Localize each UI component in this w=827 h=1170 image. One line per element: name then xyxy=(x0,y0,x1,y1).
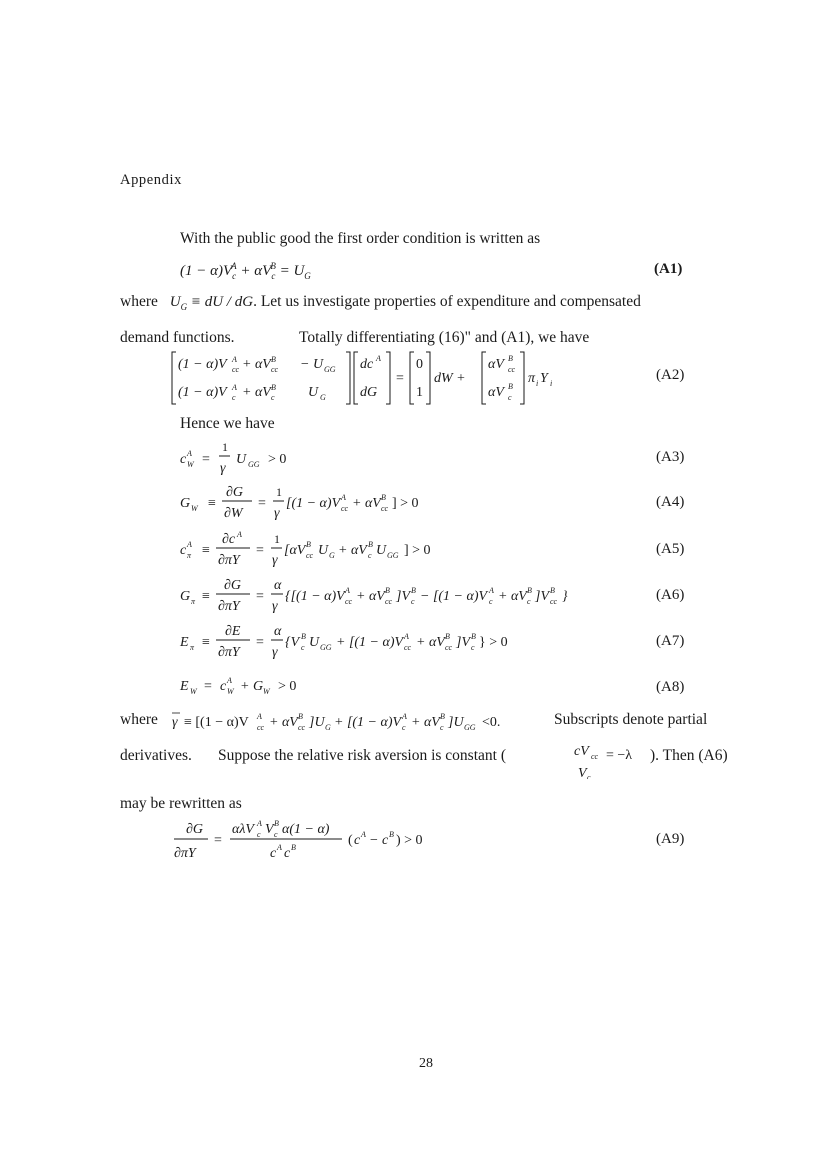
svg-text:∂c: ∂c xyxy=(222,532,236,547)
equation-label-a3: (A3) xyxy=(656,449,685,465)
svg-text:G: G xyxy=(320,393,326,402)
svg-text:V: V xyxy=(265,822,274,837)
svg-text:[αV: [αV xyxy=(284,543,306,558)
svg-text:+ αV: + αV xyxy=(411,715,440,730)
svg-text:π: π xyxy=(528,371,536,386)
svg-text:+ αV: + αV xyxy=(356,589,385,604)
svg-text:γ: γ xyxy=(272,553,278,568)
svg-text:B: B xyxy=(368,540,373,549)
svg-text:c: c xyxy=(508,393,512,402)
svg-text:1: 1 xyxy=(222,440,228,454)
subscripts-text: Subscripts denote partial xyxy=(554,711,708,728)
svg-text:> 0: > 0 xyxy=(278,679,297,694)
svg-text:+ [(1 − α)V: + [(1 − α)V xyxy=(334,715,402,730)
svg-text:A: A xyxy=(361,830,366,839)
equation-label-a6: (A6) xyxy=(656,587,685,603)
svg-text:γ: γ xyxy=(272,599,278,614)
svg-text:+ αV: + αV xyxy=(242,385,271,400)
svg-text:U: U xyxy=(376,543,387,558)
ug-definition: $U_G$ ≡ dU / dG xyxy=(169,294,254,312)
svg-text:α: α xyxy=(274,624,282,639)
svg-text:U: U xyxy=(309,635,320,650)
svg-text:c: c xyxy=(368,551,372,560)
svg-text:cc: cc xyxy=(404,643,412,652)
svg-text:G: G xyxy=(180,589,191,604)
where-line-1 xyxy=(120,293,740,312)
svg-text:π: π xyxy=(191,597,196,606)
svg-text:A: A xyxy=(232,383,237,392)
svg-text:B: B xyxy=(291,843,296,852)
svg-text:αλV: αλV xyxy=(232,822,254,837)
svg-text:B: B xyxy=(411,586,416,595)
svg-text:∂W: ∂W xyxy=(224,506,243,521)
svg-text:+ αV: + αV xyxy=(242,357,271,372)
svg-text:cc: cc xyxy=(341,504,349,513)
svg-text:]V: ]V xyxy=(456,635,470,650)
svg-text:α(1 − α): α(1 − α) xyxy=(282,822,330,837)
svg-text:B: B xyxy=(298,712,303,721)
svg-text:W: W xyxy=(187,460,194,469)
svg-text:B: B xyxy=(271,383,276,392)
svg-text:dc: dc xyxy=(360,357,374,372)
svg-text:≡: ≡ xyxy=(202,589,210,604)
equation-a3 xyxy=(178,436,378,480)
where-word: where xyxy=(120,293,158,310)
equation-label-a4: (A4) xyxy=(656,494,685,510)
svg-text:B: B xyxy=(508,354,513,363)
svg-text:B: B xyxy=(389,830,394,839)
svg-text:} > 0: } > 0 xyxy=(479,635,508,650)
svg-text:cc: cc xyxy=(445,643,453,652)
svg-text:+ αV: + αV xyxy=(338,543,367,558)
equation-label-a5: (A5) xyxy=(656,541,685,557)
svg-text:=: = xyxy=(202,452,210,467)
svg-text:cc: cc xyxy=(385,597,393,606)
svg-text:GG: GG xyxy=(387,551,399,560)
then-a6-text: ). Then (A6) xyxy=(650,747,728,764)
equation-label-a8: (A8) xyxy=(656,679,685,695)
equation-label-a7: (A7) xyxy=(656,633,685,649)
svg-text:U: U xyxy=(318,543,329,558)
svg-text:B: B xyxy=(550,586,555,595)
svg-text:c: c xyxy=(402,723,406,732)
svg-text:∂πY: ∂πY xyxy=(218,645,240,660)
where-word-2: where xyxy=(120,711,158,728)
relative-risk-text: Suppose the relative risk aversion is constant ( xyxy=(218,747,506,764)
equation-a1: $(1 - \alpha)V_c^A + \alpha V_c^B = U_G$ xyxy=(180,261,311,281)
equation-a9 xyxy=(170,815,470,867)
svg-text:1: 1 xyxy=(274,532,280,546)
svg-text:] > 0: ] > 0 xyxy=(404,543,431,558)
demand-functions-text: demand functions. xyxy=(120,329,235,346)
svg-text:=: = xyxy=(396,371,404,386)
svg-text:B: B xyxy=(271,355,276,364)
svg-text:=: = xyxy=(256,589,264,604)
svg-text:A: A xyxy=(257,819,262,828)
svg-text:= −λ: = −λ xyxy=(606,748,633,763)
svg-text:A: A xyxy=(341,493,346,502)
svg-text:+ αV: + αV xyxy=(498,589,527,604)
svg-text:∂πY: ∂πY xyxy=(218,599,240,614)
svg-text:αV: αV xyxy=(488,357,504,372)
svg-text:B: B xyxy=(381,493,386,502)
svg-text:i: i xyxy=(550,379,553,388)
where-continuation: . Let us investigate properties of expenditure and compensated xyxy=(253,293,641,310)
svg-text:B: B xyxy=(385,586,390,595)
svg-text:A: A xyxy=(489,586,494,595)
svg-text:∂G: ∂G xyxy=(224,578,242,593)
svg-text:cc: cc xyxy=(591,752,599,761)
svg-text:) > 0: ) > 0 xyxy=(396,833,423,848)
equation-a8 xyxy=(178,670,378,700)
svg-text:U: U xyxy=(236,452,247,467)
equation-label-a1: (A1) xyxy=(654,261,683,277)
equation-a7 xyxy=(178,618,618,666)
svg-text:B: B xyxy=(274,819,279,828)
svg-text:> 0: > 0 xyxy=(268,452,287,467)
svg-text:γ: γ xyxy=(274,506,280,521)
svg-text:{V: {V xyxy=(285,635,300,650)
svg-text:c: c xyxy=(180,543,187,558)
svg-text:π: π xyxy=(187,551,192,560)
svg-text:GG: GG xyxy=(248,460,260,469)
svg-text:c: c xyxy=(232,393,236,402)
svg-text:GG: GG xyxy=(324,365,336,374)
svg-text:A: A xyxy=(187,540,192,549)
svg-text:cc: cc xyxy=(257,723,265,732)
svg-text:c: c xyxy=(284,846,291,861)
svg-text:cc: cc xyxy=(306,551,314,560)
svg-text:γ: γ xyxy=(172,715,178,730)
gamma-definition xyxy=(170,706,550,734)
svg-text:≡: ≡ xyxy=(202,543,210,558)
svg-text:c: c xyxy=(527,597,531,606)
svg-text:A: A xyxy=(227,676,232,685)
svg-text:∂πY: ∂πY xyxy=(174,846,196,861)
svg-text:GG: GG xyxy=(320,643,332,652)
svg-text:B: B xyxy=(301,632,306,641)
svg-text:cc: cc xyxy=(381,504,389,513)
svg-text:W: W xyxy=(263,687,270,696)
svg-text:≡ [(1 − α)V: ≡ [(1 − α)V xyxy=(184,715,249,730)
svg-text:A: A xyxy=(345,586,350,595)
svg-text:i: i xyxy=(536,379,539,388)
svg-text:γ: γ xyxy=(220,461,226,476)
svg-text:]U: ]U xyxy=(448,715,464,730)
svg-text:]V: ]V xyxy=(396,589,410,604)
svg-text:<0.: <0. xyxy=(482,715,501,730)
equation-a6 xyxy=(178,572,618,620)
svg-text:W: W xyxy=(191,504,198,513)
svg-text:(: ( xyxy=(348,833,353,848)
svg-text:c: c xyxy=(440,723,444,732)
svg-text:c: c xyxy=(220,679,227,694)
svg-text:c: c xyxy=(382,833,389,848)
svg-text:{[(1 − α)V: {[(1 − α)V xyxy=(285,589,345,604)
svg-text:∂E: ∂E xyxy=(225,624,241,639)
svg-text:∂G: ∂G xyxy=(186,822,204,837)
svg-text:A: A xyxy=(257,712,262,721)
svg-text:− [(1 − α)V: − [(1 − α)V xyxy=(420,589,488,604)
svg-text:=: = xyxy=(256,635,264,650)
svg-text:]U: ]U xyxy=(309,715,325,730)
svg-text:=: = xyxy=(204,679,212,694)
svg-text:A: A xyxy=(376,354,381,363)
svg-text:+ [(1 − α)V: + [(1 − α)V xyxy=(336,635,404,650)
equation-a2-matrix xyxy=(170,348,650,408)
svg-text:cV: cV xyxy=(574,744,589,759)
svg-text:=: = xyxy=(256,543,264,558)
svg-text:A: A xyxy=(277,843,282,852)
svg-text:+ αV: + αV xyxy=(269,715,298,730)
svg-text:=: = xyxy=(258,496,266,511)
derivatives-word: derivatives. xyxy=(120,747,192,764)
svg-text:A: A xyxy=(402,712,407,721)
svg-text:E: E xyxy=(180,635,189,650)
svg-text:A: A xyxy=(232,355,237,364)
svg-text:]V: ]V xyxy=(535,589,549,604)
svg-text:1: 1 xyxy=(276,485,282,499)
svg-text:cc: cc xyxy=(508,365,516,374)
svg-text:A: A xyxy=(404,632,409,641)
svg-text:c: c xyxy=(257,830,261,839)
svg-text:A: A xyxy=(187,449,192,458)
svg-text:cc: cc xyxy=(550,597,558,606)
svg-text:(1 − α)V: (1 − α)V xyxy=(178,385,227,400)
svg-text:−: − xyxy=(370,833,378,848)
svg-text:c: c xyxy=(270,846,277,861)
svg-text:cc: cc xyxy=(345,597,353,606)
svg-text:A: A xyxy=(237,530,242,539)
svg-text:}: } xyxy=(562,589,568,604)
svg-text:αV: αV xyxy=(488,385,504,400)
svg-text:cc: cc xyxy=(298,723,306,732)
svg-text:B: B xyxy=(527,586,532,595)
svg-text:c: c xyxy=(274,830,278,839)
svg-text:dG: dG xyxy=(360,385,378,400)
svg-text:G: G xyxy=(325,723,331,732)
svg-text:G: G xyxy=(180,496,191,511)
svg-text:− U: − U xyxy=(300,357,324,372)
svg-text:c: c xyxy=(471,643,475,652)
totally-differentiating-text: Totally differentiating (16)" and (A1), we have xyxy=(299,329,590,346)
svg-text:B: B xyxy=(471,632,476,641)
svg-text:B: B xyxy=(306,540,311,549)
svg-text:π: π xyxy=(190,643,195,652)
svg-text:E: E xyxy=(180,679,189,694)
svg-text:c: c xyxy=(271,393,275,402)
svg-text:0: 0 xyxy=(416,357,423,372)
equation-label-a2: (A2) xyxy=(656,367,685,383)
equation-a5 xyxy=(178,526,498,574)
svg-text:(1 − α)V: (1 − α)V xyxy=(178,357,227,372)
rewritten-text: may be rewritten as xyxy=(120,795,242,812)
svg-text:B: B xyxy=(445,632,450,641)
risk-aversion-expression xyxy=(572,735,652,779)
hence-text: Hence we have xyxy=(180,415,275,432)
svg-text:+ αV: + αV xyxy=(352,496,381,511)
svg-text:dW +: dW + xyxy=(434,371,466,386)
svg-text:c: c xyxy=(587,773,591,779)
svg-text:1: 1 xyxy=(416,385,423,400)
svg-text:∂πY: ∂πY xyxy=(218,553,240,568)
svg-text:+ αV: + αV xyxy=(416,635,445,650)
svg-text:γ: γ xyxy=(272,645,278,660)
svg-text:≡: ≡ xyxy=(208,496,216,511)
svg-text:+ G: + G xyxy=(240,679,264,694)
svg-text:c: c xyxy=(180,452,187,467)
svg-text:G: G xyxy=(329,551,335,560)
svg-text:c: c xyxy=(354,833,361,848)
svg-text:] > 0: ] > 0 xyxy=(392,496,419,511)
svg-text:α: α xyxy=(274,578,282,593)
svg-text:c: c xyxy=(489,597,493,606)
svg-text:cc: cc xyxy=(271,365,279,374)
svg-text:c: c xyxy=(411,597,415,606)
svg-text:B: B xyxy=(508,382,513,391)
intro-text: With the public good the first order condition is written as xyxy=(180,230,541,247)
svg-text:=: = xyxy=(214,833,222,848)
svg-text:W: W xyxy=(190,687,197,696)
page-number: 28 xyxy=(419,1056,433,1071)
svg-text:GG: GG xyxy=(464,723,476,732)
svg-text:cc: cc xyxy=(232,365,240,374)
svg-text:c: c xyxy=(301,643,305,652)
svg-text:≡: ≡ xyxy=(202,635,210,650)
equation-a4 xyxy=(178,479,478,527)
equation-label-a9: (A9) xyxy=(656,831,685,847)
svg-text:B: B xyxy=(440,712,445,721)
svg-text:V: V xyxy=(578,766,587,779)
svg-text:U: U xyxy=(308,385,319,400)
svg-text:[(1 − α)V: [(1 − α)V xyxy=(286,496,341,511)
svg-text:∂G: ∂G xyxy=(226,485,244,500)
svg-text:W: W xyxy=(227,687,234,696)
svg-text:Y: Y xyxy=(540,371,548,386)
appendix-heading: Appendix xyxy=(120,172,182,188)
